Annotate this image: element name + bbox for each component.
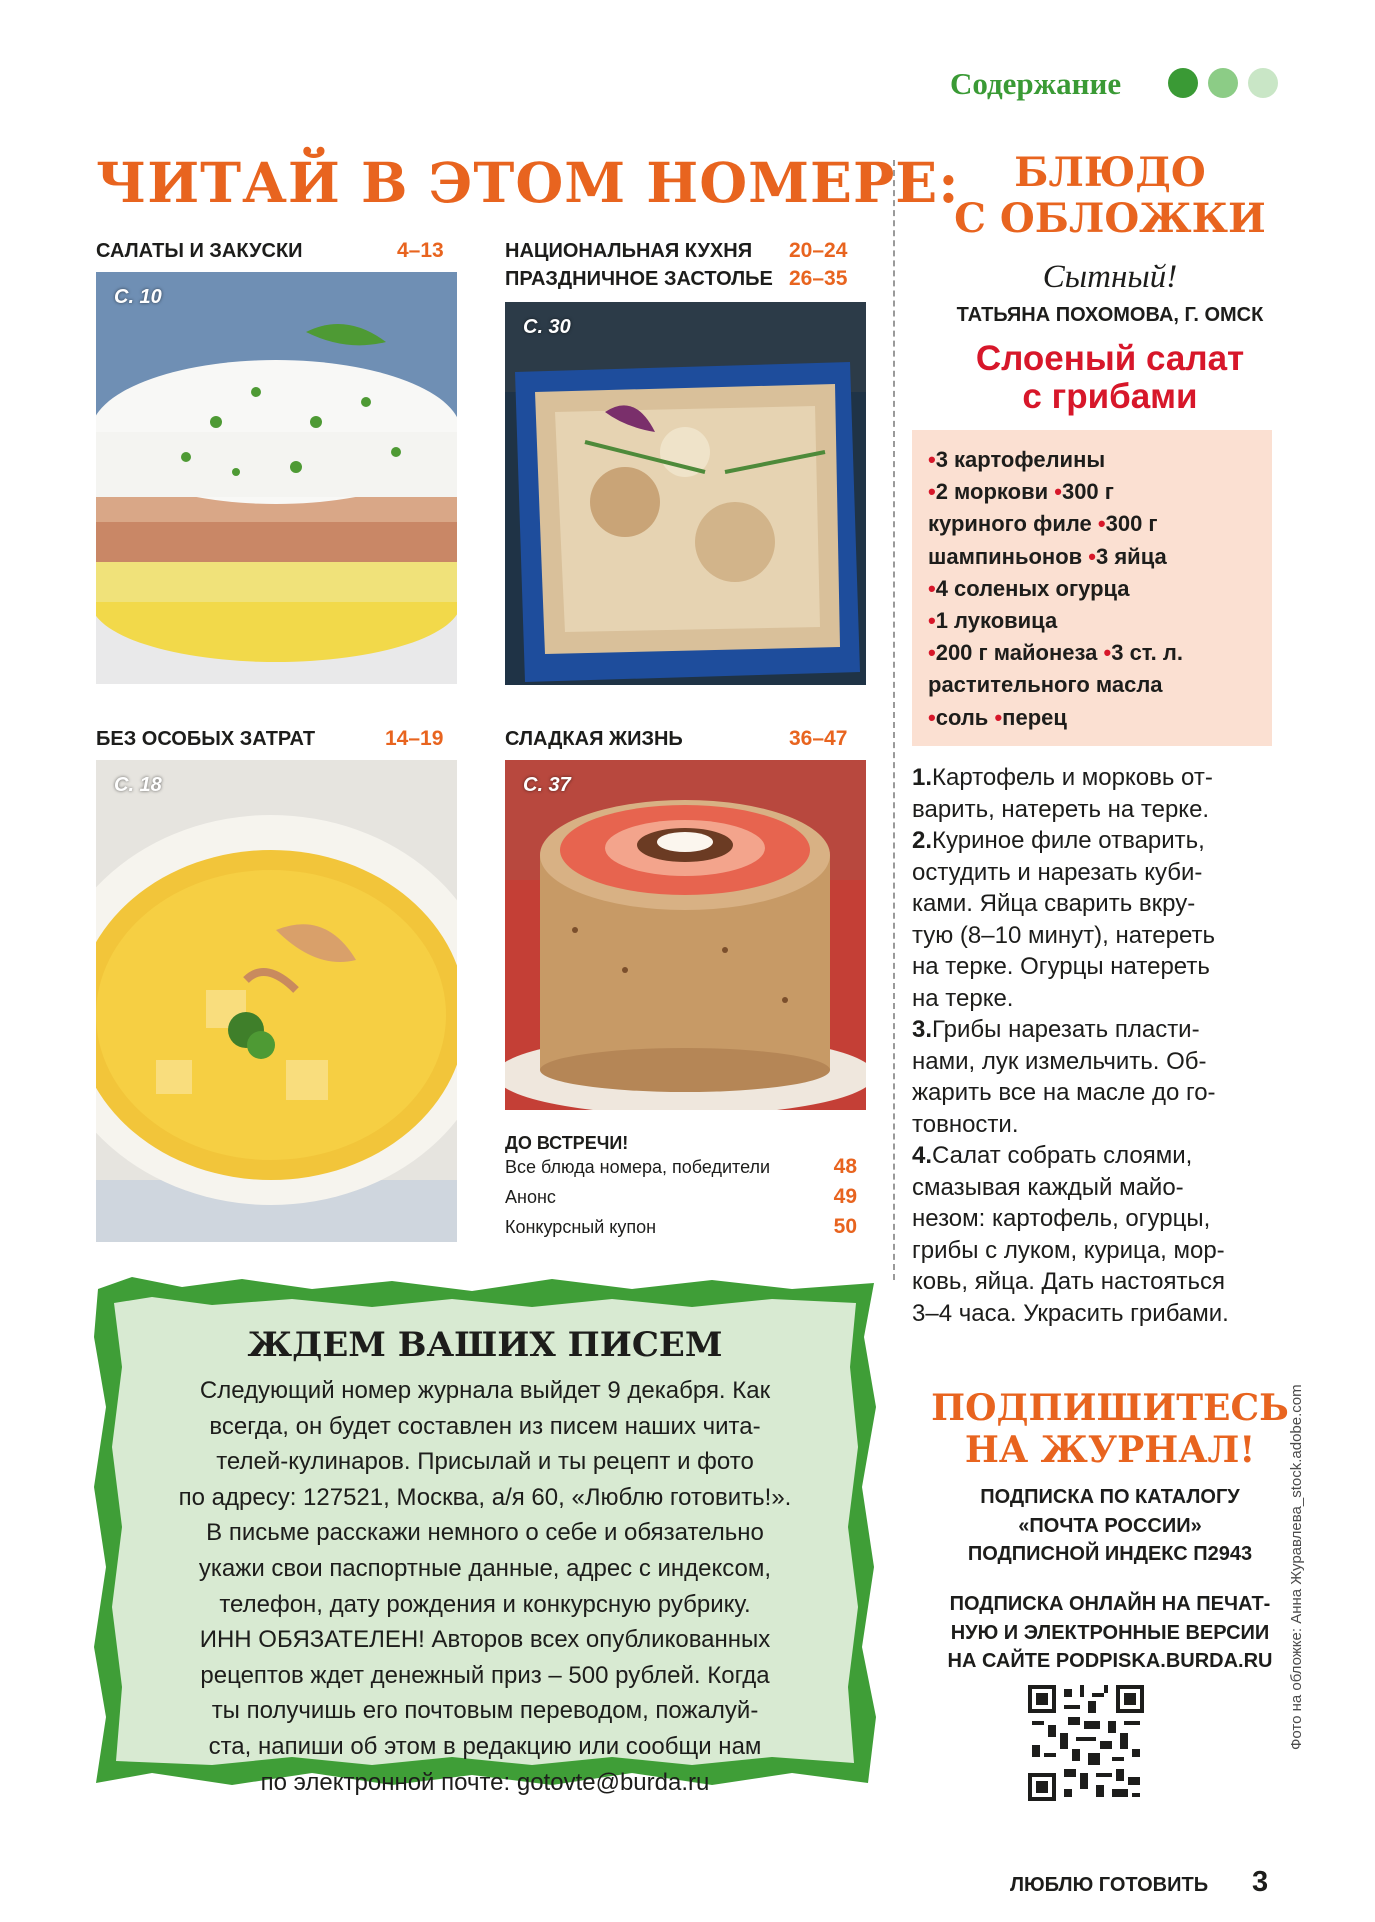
section-title-salads: САЛАТЫ И ЗАКУСКИ (96, 240, 303, 262)
step-line: тую (8–10 минут), натереть (912, 921, 1215, 949)
column-divider (893, 160, 895, 1280)
subscribe-line: «ПОЧТА РОССИИ» (1018, 1514, 1202, 1537)
section-title-sweet: СЛАДКАЯ ЖИЗНЬ (505, 728, 683, 750)
step-text: Грибы нарезать пласти- (932, 1016, 1200, 1043)
step-line: варить, натереть на терке. (912, 795, 1210, 823)
recipe-author: ТАТЬЯНА ПОХОМОВА, Г. ОМСК (956, 304, 1264, 326)
step-line (912, 1014, 1272, 1046)
ingredient: 200 г майонеза (935, 640, 1098, 666)
subscribe-heading-line: НА ЖУРНАЛ! (964, 1429, 1256, 1471)
ingredient: перец (1002, 704, 1067, 730)
dot-3 (1248, 68, 1278, 98)
letters-line: ИНН ОБЯЗАТЕЛЕН! Авторов всех опубликованных (199, 1626, 771, 1654)
ingredient: растительного масла (928, 672, 1163, 698)
step-line (912, 825, 1272, 857)
toc-item-page: 49 (833, 1185, 857, 1208)
photo-label-salad: С. 10 (114, 286, 162, 308)
bullet-icon: • (994, 704, 1003, 730)
bullet-icon: • (928, 608, 936, 634)
ingredient: 4 соленых огурца (935, 575, 1130, 601)
step-line (912, 762, 1272, 794)
step-line: грибы с луком, курица, мор- (912, 1236, 1225, 1264)
dish-title-line: Слоеный салат (975, 339, 1245, 378)
photo-cake (505, 760, 866, 1110)
ingredient-line (928, 669, 1272, 701)
section-title-festive: ПРАЗДНИЧНОЕ ЗАСТОЛЬЕ (505, 268, 773, 290)
toc-item (505, 1215, 857, 1239)
step-text: Картофель и морковь от- (932, 764, 1213, 791)
ingredient-line (928, 476, 1272, 508)
dot-1 (1168, 68, 1198, 98)
toc-item (505, 1155, 857, 1179)
step-line: на терке. Огурцы натереть (912, 953, 1210, 980)
dot-2 (1208, 68, 1238, 98)
bullet-icon: • (1054, 479, 1062, 505)
ingredient: 300 г (1105, 511, 1158, 537)
ingredient: куриного филе (928, 511, 1092, 537)
step-line: на терке. (912, 984, 1014, 1012)
dish-title-line: с грибами (1022, 377, 1198, 416)
ingredient-line (928, 444, 1272, 476)
footer-magazine: ЛЮБЛЮ ГОТОВИТЬ (1010, 1874, 1209, 1896)
step-line: смазывая каждый майо- (912, 1173, 1184, 1201)
step-line: товности. (912, 1110, 1019, 1138)
bullet-icon: • (928, 640, 936, 666)
section-pages-sweet: 36–47 (789, 727, 848, 750)
ingredient: 3 картофелины (935, 447, 1106, 472)
subscribe-online (900, 1590, 1320, 1676)
section-pages-national: 20–24 (789, 239, 848, 262)
bullet-icon: • (928, 704, 936, 730)
ingredient-line (928, 702, 1272, 734)
ingredient-line (928, 605, 1272, 637)
step-text: Салат собрать слоями, (932, 1142, 1193, 1169)
letters-box (92, 1277, 878, 1796)
bullet-icon: • (1097, 511, 1106, 537)
step-number: 4. (912, 1142, 933, 1169)
toc-item-text: Анонс (505, 1187, 556, 1207)
step-line: 3–4 часа. Украсить грибами. (912, 1299, 1229, 1327)
subscribe-heading-line: ПОДПИШИТЕСЬ (931, 1387, 1289, 1429)
toc-item (505, 1185, 857, 1209)
section-pages-budget: 14–19 (385, 727, 444, 750)
toc-item-page: 50 (833, 1215, 857, 1238)
photo-credit: Фото на обложке: Анна Журавлева_stock.adobe.com (1288, 1384, 1305, 1750)
letters-body (132, 1373, 838, 1800)
step-line: жарить все на масле до го- (912, 1079, 1216, 1106)
toc-item-text: Конкурсный купон (505, 1217, 657, 1237)
ingredients-box (912, 430, 1272, 746)
qr-code-icon[interactable] (1028, 1685, 1144, 1801)
page-number: 3 (1252, 1866, 1269, 1898)
letters-line: укажи свои паспортные данные, адрес с индексом, (198, 1554, 772, 1582)
letters-line: рецептов ждет денежный приз – 500 рублей. Когда (200, 1661, 770, 1689)
ingredient-line (928, 508, 1272, 540)
ingredient: 1 луковица (935, 608, 1058, 634)
subscribe-line: ПОДПИСНОЙ ИНДЕКС П2943 (967, 1543, 1253, 1565)
ingredient: 300 г (1061, 479, 1114, 505)
toc-item-text: Все блюда номера, победители (505, 1157, 771, 1177)
section-label: Содержание (950, 66, 1122, 101)
section-dots (1168, 68, 1278, 98)
letters-line: по адресу: 127521, Москва, а/я 60, «Люблю готовить!». (178, 1483, 792, 1511)
section-title-national: НАЦИОНАЛЬНАЯ КУХНЯ (505, 240, 753, 262)
bullet-icon: • (928, 575, 936, 601)
cover-dish-heading-line: БЛЮДО (1014, 149, 1206, 196)
subscribe-catalog (900, 1483, 1320, 1569)
step-number: 2. (912, 827, 933, 854)
letters-line: ты получишь его почтовым переводом, пожалуй- (211, 1697, 759, 1725)
step-line: незом: картофель, огурцы, (912, 1205, 1211, 1232)
letters-line: телефон, дату рождения и конкурсную рубрику. (219, 1590, 751, 1618)
bullet-icon: • (928, 447, 936, 472)
step-number: 3. (912, 1016, 933, 1043)
ingredient-line (928, 573, 1272, 605)
ingredient-line (928, 541, 1272, 573)
photo-soup (96, 760, 457, 1242)
toc-item-page: 48 (833, 1155, 857, 1178)
letters-line: ста, напиши об этом в редакцию или сообщи нам (208, 1732, 762, 1760)
photo-label-soup: С. 18 (114, 774, 162, 796)
photo-label-cake: С. 37 (523, 774, 571, 796)
ingredient: 3 яйца (1096, 543, 1167, 569)
photo-layered-salad (96, 272, 457, 684)
cover-dish-heading-line: С ОБЛОЖКИ (954, 195, 1266, 242)
section-pages-salads: 4–13 (397, 239, 444, 262)
recipe-steps (912, 762, 1272, 1329)
cover-dish-tagline: Сытный! (1042, 259, 1178, 295)
ingredient: 2 моркови (935, 479, 1049, 505)
step-line: остудить и нарезать куби- (912, 858, 1203, 886)
letters-line: В письме расскажи немного о себе и обязательно (206, 1519, 764, 1547)
bullet-icon: • (1103, 640, 1112, 666)
subscribe-line: НУЮ И ЭЛЕКТРОННЫЕ ВЕРСИИ (950, 1621, 1270, 1644)
letters-line: Следующий номер журнала выйдет 9 декабря. Как (199, 1377, 771, 1404)
subscribe-line: ПОДПИСКА ОНЛАЙН НА ПЕЧАТ- (949, 1593, 1271, 1615)
section-pages-festive: 26–35 (789, 267, 848, 290)
photo-label-casserole: С. 30 (523, 316, 571, 338)
bullet-icon: • (1088, 543, 1096, 569)
subscribe-line: ПОДПИСКА ПО КАТАЛОГУ (980, 1486, 1240, 1508)
step-line: нами, лук измельчить. Об- (912, 1047, 1207, 1075)
step-text: Куриное филе отварить, (932, 827, 1205, 854)
step-line: ками. Яйца сварить вкру- (912, 890, 1196, 917)
subscribe-line: НА САЙТЕ PODPISKA.BURDA.RU (947, 1650, 1273, 1672)
cover-dish-heading (910, 150, 1310, 242)
subscribe-heading (900, 1387, 1320, 1471)
letters-title: ЖДЕМ ВАШИХ ПИСЕМ (247, 1325, 723, 1365)
letters-line: телей-кулинаров. Присылай и ты рецепт и фото (216, 1448, 754, 1476)
step-line: ковь, яйца. Дать настояться (912, 1268, 1225, 1295)
ingredient-line (928, 637, 1272, 669)
photo-casserole (505, 302, 866, 685)
ingredient: 3 ст. л. (1111, 640, 1183, 666)
do-vstrechi-title: ДО ВСТРЕЧИ! (505, 1133, 629, 1153)
step-line (912, 1140, 1272, 1172)
dish-title (910, 340, 1310, 416)
letters-line: по электронной почте: gotovte@burda.ru (260, 1768, 710, 1796)
main-heading: ЧИТАЙ В ЭТОМ НОМЕРЕ: (96, 150, 960, 215)
bullet-icon: • (928, 479, 936, 505)
step-number: 1. (912, 764, 933, 791)
letters-line: всегда, он будет составлен из писем наших чита- (209, 1412, 761, 1440)
ingredient: шампиньонов (928, 543, 1083, 569)
ingredient: соль (935, 704, 989, 730)
section-title-budget: БЕЗ ОСОБЫХ ЗАТРАТ (96, 728, 316, 750)
